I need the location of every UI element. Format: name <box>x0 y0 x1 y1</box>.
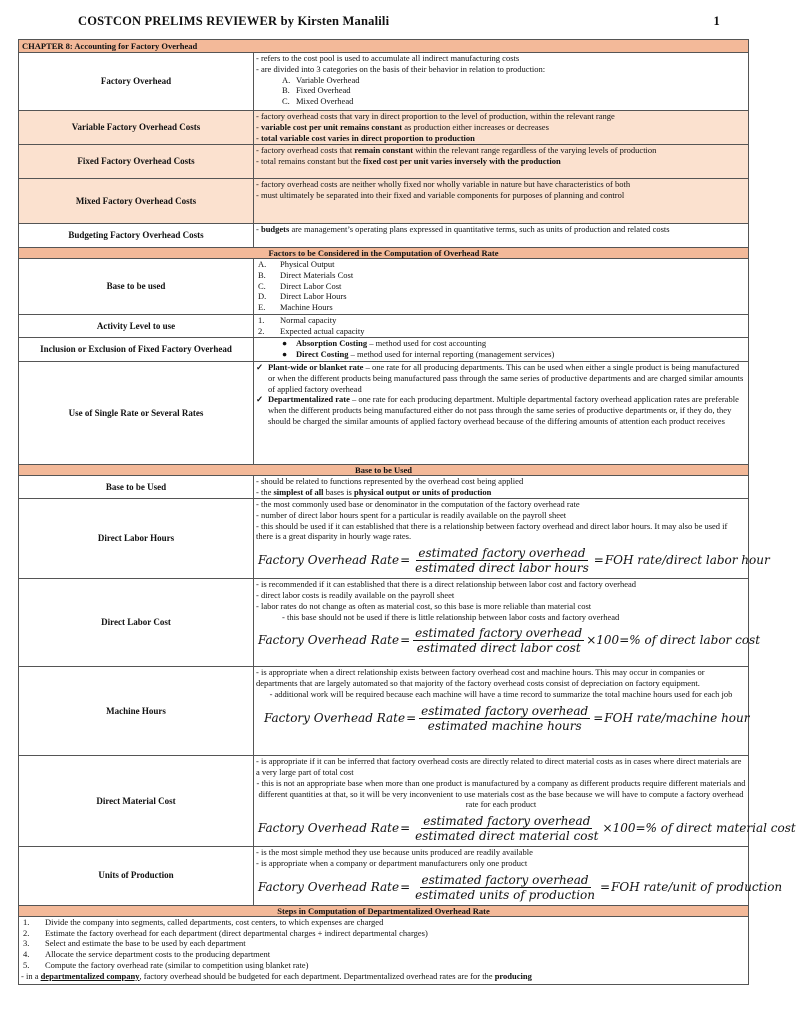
mixed-overhead-desc <box>254 179 749 224</box>
units-of-production-label: Units of Production <box>19 847 254 906</box>
item-key: E. <box>258 302 266 313</box>
bold-text: departmentalized company <box>40 970 140 981</box>
list-item <box>256 315 746 326</box>
text: within the relevant range regardless of the varying levels of production <box>413 145 657 155</box>
formula-right: FOH rate/direct labor hour <box>604 553 770 568</box>
desc-line: - must ultimately be separated into their fixed and variable components for purposes of planning and control <box>256 189 625 200</box>
bullet-item <box>256 349 746 360</box>
bullet-item <box>256 338 746 349</box>
formula-left: Factory Overhead Rate <box>264 710 406 725</box>
variable-overhead-desc <box>254 111 749 145</box>
desc-line: - number of direct labor hours spent for a particular is readily available on the payroll sheet <box>256 509 567 520</box>
item-key: A. <box>282 74 291 85</box>
text: - the <box>256 486 274 497</box>
category-item <box>256 75 746 86</box>
factory-overhead-desc <box>254 53 749 111</box>
bullet-icon: ● <box>282 348 288 359</box>
machine-hours-label: Machine Hours <box>19 667 254 756</box>
item-value: Direct Labor Cost <box>280 280 342 291</box>
factory-overhead-label: Factory Overhead <box>19 53 254 111</box>
base-section-heading: Base to be Used <box>19 465 749 476</box>
item-key: 1. <box>258 315 265 325</box>
bold-text: Plant-wide or blanket rate <box>268 362 364 372</box>
fixed-overhead-desc <box>254 145 749 179</box>
item-value: Machine Hours <box>280 302 333 313</box>
text: – one rate for all producing departments. This can be used when either a single product is being manufactured or when the different products being manufactured pass through the same series of productive departments and are charged similar amounts of applied factory overhead <box>268 362 744 394</box>
item-value: Direct Labor Hours <box>280 291 347 302</box>
formula-fraction <box>413 814 600 843</box>
formula-left: Factory Overhead Rate <box>258 633 400 648</box>
bold-text: budgets <box>260 224 290 234</box>
step-number: 3. <box>23 938 30 949</box>
list-item <box>256 326 746 337</box>
text: , factory overhead should be budgeted for each department. Departmentalized overhead rates are for the <box>139 970 495 981</box>
desc-line <box>256 156 746 167</box>
desc-line: - the most commonly used base or denominator in the computation of the factory overhead rate <box>256 499 580 509</box>
item-value: Physical Output <box>280 259 335 269</box>
desc-line <box>256 487 746 498</box>
direct-material-cost-desc <box>254 756 796 847</box>
desc-line: - this should be used if it can established that there is a relationship between factory overhead and direct labor hours. It may also be used if there is a great disparity in hourly wage rates. <box>256 520 728 542</box>
desc-line: - is appropriate when a direct relationship exists between factory overhead cost and machine hours. This may occur in companies or departments that are largely automated so that majority of the factory overhead costs consist of depreciation on factory equipment. <box>256 667 705 688</box>
item-value: Fixed Overhead <box>296 85 351 96</box>
step-item <box>21 917 746 928</box>
units-of-production-desc <box>254 847 783 906</box>
single-rate-label: Use of Single Rate or Several Rates <box>19 362 254 465</box>
desc-line: - factory overhead costs are neither wholly fixed nor wholly variable in nature but have characteristics of both <box>256 179 631 189</box>
formula-right: FOH rate/machine hour <box>604 710 750 725</box>
item-key: B. <box>282 85 290 96</box>
check-item <box>256 394 746 426</box>
base-row-desc <box>254 476 749 499</box>
step-text: Select and estimate the base to be used by each department <box>45 938 246 949</box>
departmentalized-note <box>21 971 746 982</box>
desc-line: - is recommended if it can established that there is a direct relationship between labor cost and factory overhead <box>256 579 636 590</box>
item-key: A. <box>258 259 267 269</box>
step-text: Compute the factory overhead rate (similar to competition using blanket rate) <box>45 959 309 970</box>
variable-overhead-label: Variable Factory Overhead Costs <box>19 111 254 145</box>
desc-line: - should be related to functions represented by the overhead cost being applied <box>256 476 524 486</box>
text: – method used for cost accounting <box>367 338 487 348</box>
direct-labor-cost-desc <box>254 579 761 667</box>
step-item <box>21 928 746 939</box>
formula-left: Factory Overhead Rate <box>258 821 400 836</box>
desc-line: - this base should not be used if there is little relationship between labor costs and factory overhead <box>282 611 620 622</box>
formula-denominator: estimated direct material cost <box>415 829 599 844</box>
dlh-formula: Factory Overhead Rate = $\frac{\text{estimated factory overhead}}{\text{estimated direct labor hours}}$ = FOH rate/direct labor hour <box>258 546 770 576</box>
formula-fraction <box>419 704 590 733</box>
desc-line: - is appropriate if it can be inferred that factory overhead costs are directly related to direct material costs as in cases where direct materials are a very large part of total cost <box>256 756 742 777</box>
base-to-be-used-row-label: Base to be Used <box>19 476 254 499</box>
page-number: 1 <box>713 14 720 28</box>
base-list <box>254 259 749 315</box>
item-value: Variable Overhead <box>296 74 360 85</box>
item-key: 2. <box>258 325 265 336</box>
item-key: C. <box>282 96 290 107</box>
desc-line: - is the most simple method they use because units produced are readily available <box>256 847 533 858</box>
formula-denominator: estimated machine hours <box>427 718 582 733</box>
bold-text: remain constant <box>354 145 414 155</box>
text: as production either increases or decreases <box>402 121 549 132</box>
budgeting-label: Budgeting Factory Overhead Costs <box>19 224 254 248</box>
category-item <box>256 85 746 96</box>
mixed-overhead-label: Mixed Factory Overhead Costs <box>19 179 254 224</box>
mh-formula: Factory Overhead Rate = $\frac{\text{estimated factory overhead}}{\text{estimated machine hours}}$ = FOH rate/machine hour <box>264 703 750 733</box>
bold-text: Absorption Costing <box>296 338 368 348</box>
factors-section-heading: Factors to be Considered in the Computation of Overhead Rate <box>19 248 749 259</box>
desc-line <box>256 145 746 156</box>
bold-text: total variable cost varies in direct proportion to production <box>260 132 475 143</box>
steps-section-heading: Steps in Computation of Departmentalized Overhead Rate <box>19 905 749 916</box>
item-value: Normal capacity <box>280 315 337 325</box>
check-item <box>256 362 746 394</box>
uop-formula: Factory Overhead Rate = $\frac{\text{estimated factory overhead}}{\text{estimated units of production}}$ = FOH rate/unit of production <box>258 872 783 902</box>
desc-line: - this is not an appropriate base when more than one product is manufactured by a company as different products require different materials and different quantities at that, so it will be very inconvenient to use materials cost as the base because we will have to compute a factory overhead rate for each product <box>256 777 746 810</box>
item-value: Direct Materials Cost <box>280 269 354 280</box>
desc-line: - direct labor costs is readily available on the payroll sheet <box>256 589 455 600</box>
machine-hours-desc <box>254 667 749 756</box>
formula-left: Factory Overhead Rate <box>258 879 400 894</box>
step-item <box>21 938 746 949</box>
formula-fraction <box>413 873 597 902</box>
step-item <box>21 960 746 971</box>
formula-right: ×100=% of direct labor cost <box>586 633 761 648</box>
desc-line: - budgets are management’s operating plans expressed in quantitative terms, such as units of production and related costs <box>256 224 670 234</box>
step-text: Allocate the service department costs to the producing department <box>45 949 271 960</box>
inclusion-desc <box>254 338 749 362</box>
formula-numerator: estimated factory overhead <box>415 626 583 641</box>
step-number: 4. <box>23 949 30 960</box>
bold-text: producing <box>494 970 532 981</box>
list-item <box>256 281 746 292</box>
text: bases is <box>323 486 354 497</box>
step-number: 5. <box>23 959 30 970</box>
formula-fraction <box>413 626 584 655</box>
direct-labor-hours-label: Direct Labor Hours <box>19 499 254 579</box>
formula-denominator: estimated units of production <box>415 887 595 902</box>
formula-left: Factory Overhead Rate <box>258 553 400 568</box>
document-title: COSTCON PRELIMS REVIEWER by Kirsten Manalili <box>78 14 390 28</box>
desc-line: - is appropriate when a company or department manufacturers only one product <box>256 857 528 868</box>
budgeting-desc <box>254 224 749 248</box>
item-key: D. <box>258 291 267 302</box>
dmc-formula: Factory Overhead Rate = $\frac{\text{estimated factory overhead}}{\text{estimated direct material cost}}$ ×100=% of direct material cost <box>258 814 796 844</box>
bold-text: variable cost per unit remains constant <box>260 121 403 132</box>
formula-numerator: estimated factory overhead <box>423 814 591 829</box>
text: – method used for internal reporting (management services) <box>348 348 555 359</box>
bold-text: simplest of all <box>273 486 324 497</box>
direct-material-cost-label: Direct Material Cost <box>19 756 254 847</box>
dlc-formula: Factory Overhead Rate = $\frac{\text{estimated factory overhead}}{\text{estimated direct labor cost}}$ ×100=% of direct labor cost <box>258 626 761 656</box>
formula-right: FOH rate/unit of production <box>611 879 783 894</box>
formula-numerator: estimated factory overhead <box>418 546 586 561</box>
activity-list <box>254 315 749 338</box>
formula-denominator: estimated direct labor cost <box>416 641 581 656</box>
reviewer-table <box>18 39 796 985</box>
list-item <box>256 259 746 270</box>
formula-numerator: estimated factory overhead <box>421 703 589 718</box>
direct-labor-cost-label: Direct Labor Cost <box>19 579 254 667</box>
formula-right: ×100=% of direct material cost <box>602 821 796 836</box>
fixed-overhead-label: Fixed Factory Overhead Costs <box>19 145 254 179</box>
checkmark-icon: ✓ <box>256 394 264 405</box>
single-rate-desc <box>254 362 749 465</box>
bold-text: Direct Costing <box>296 348 349 359</box>
desc-line: - total variable cost varies in direct proportion to production <box>256 132 475 143</box>
steps-list <box>19 916 749 984</box>
text: - factory overhead costs that <box>256 145 355 155</box>
text: are management’s operating plans expressed in quantitative terms, such as units of production and related costs <box>289 224 670 234</box>
base-to-be-used-label: Base to be used <box>19 259 254 315</box>
formula-numerator: estimated factory overhead <box>421 872 589 887</box>
direct-labor-hours-desc <box>254 499 770 579</box>
desc-line: - refers to the cost pool is used to accumulate all indirect manufacturing costs <box>256 53 520 63</box>
desc-line: - factory overhead costs that vary in direct proportion to the level of production, within the relevant range <box>256 111 615 121</box>
desc-line: - labor rates do not change as often as material cost, so this base is more reliable than material cost <box>256 600 592 611</box>
step-text: Estimate the factory overhead for each department (direct departmental charges + indirect departmental charges) <box>45 927 428 938</box>
bullet-icon: ● <box>282 338 288 348</box>
text: – one rate for each producing department. Multiple departmental factory overhead application rates are preferable when the different products being manufactured either do not pass through the same series of productive departments or, if they do, they should be charged the similar amounts of applied factory overhead because of the differing amounts of attention each product receives <box>268 394 739 426</box>
item-key: C. <box>258 280 266 291</box>
text: - total remains constant but the <box>256 155 364 166</box>
chapter-heading: CHAPTER 8: Accounting for Factory Overhead <box>19 40 749 53</box>
bold-text: Departmentalized rate <box>268 394 350 405</box>
list-item <box>256 291 746 302</box>
step-text: Divide the company into segments, called departments, cost centers, to which expenses are charged <box>45 916 384 927</box>
item-value: Expected actual capacity <box>280 325 365 336</box>
page-header <box>78 14 720 32</box>
list-item <box>256 302 746 313</box>
item-key: B. <box>258 269 266 280</box>
step-number: 1. <box>23 916 30 927</box>
bold-text: physical output or units of production <box>354 486 492 497</box>
desc-line: - variable cost per unit remains constant as production either increases or decreases <box>256 121 549 132</box>
activity-level-label: Activity Level to use <box>19 315 254 338</box>
category-item <box>256 96 746 107</box>
text: - in a <box>21 970 41 981</box>
item-value: Mixed Overhead <box>296 96 354 107</box>
formula-denominator: estimated direct labor hours <box>415 561 589 576</box>
list-item <box>256 270 746 281</box>
step-number: 2. <box>23 927 30 938</box>
checkmark-icon: ✓ <box>256 362 264 372</box>
formula-fraction <box>413 546 591 575</box>
step-item <box>21 949 746 960</box>
desc-line: - are divided into 3 categories on the basis of their behavior in relation to production: <box>256 63 546 74</box>
bold-text: fixed cost per unit varies inversely with the production <box>363 155 561 166</box>
inclusion-label: Inclusion or Exclusion of Fixed Factory Overhead <box>19 338 254 362</box>
desc-line: - additional work will be required because each machine will have a time record to summarize the total machine hours used for each job <box>269 688 733 699</box>
